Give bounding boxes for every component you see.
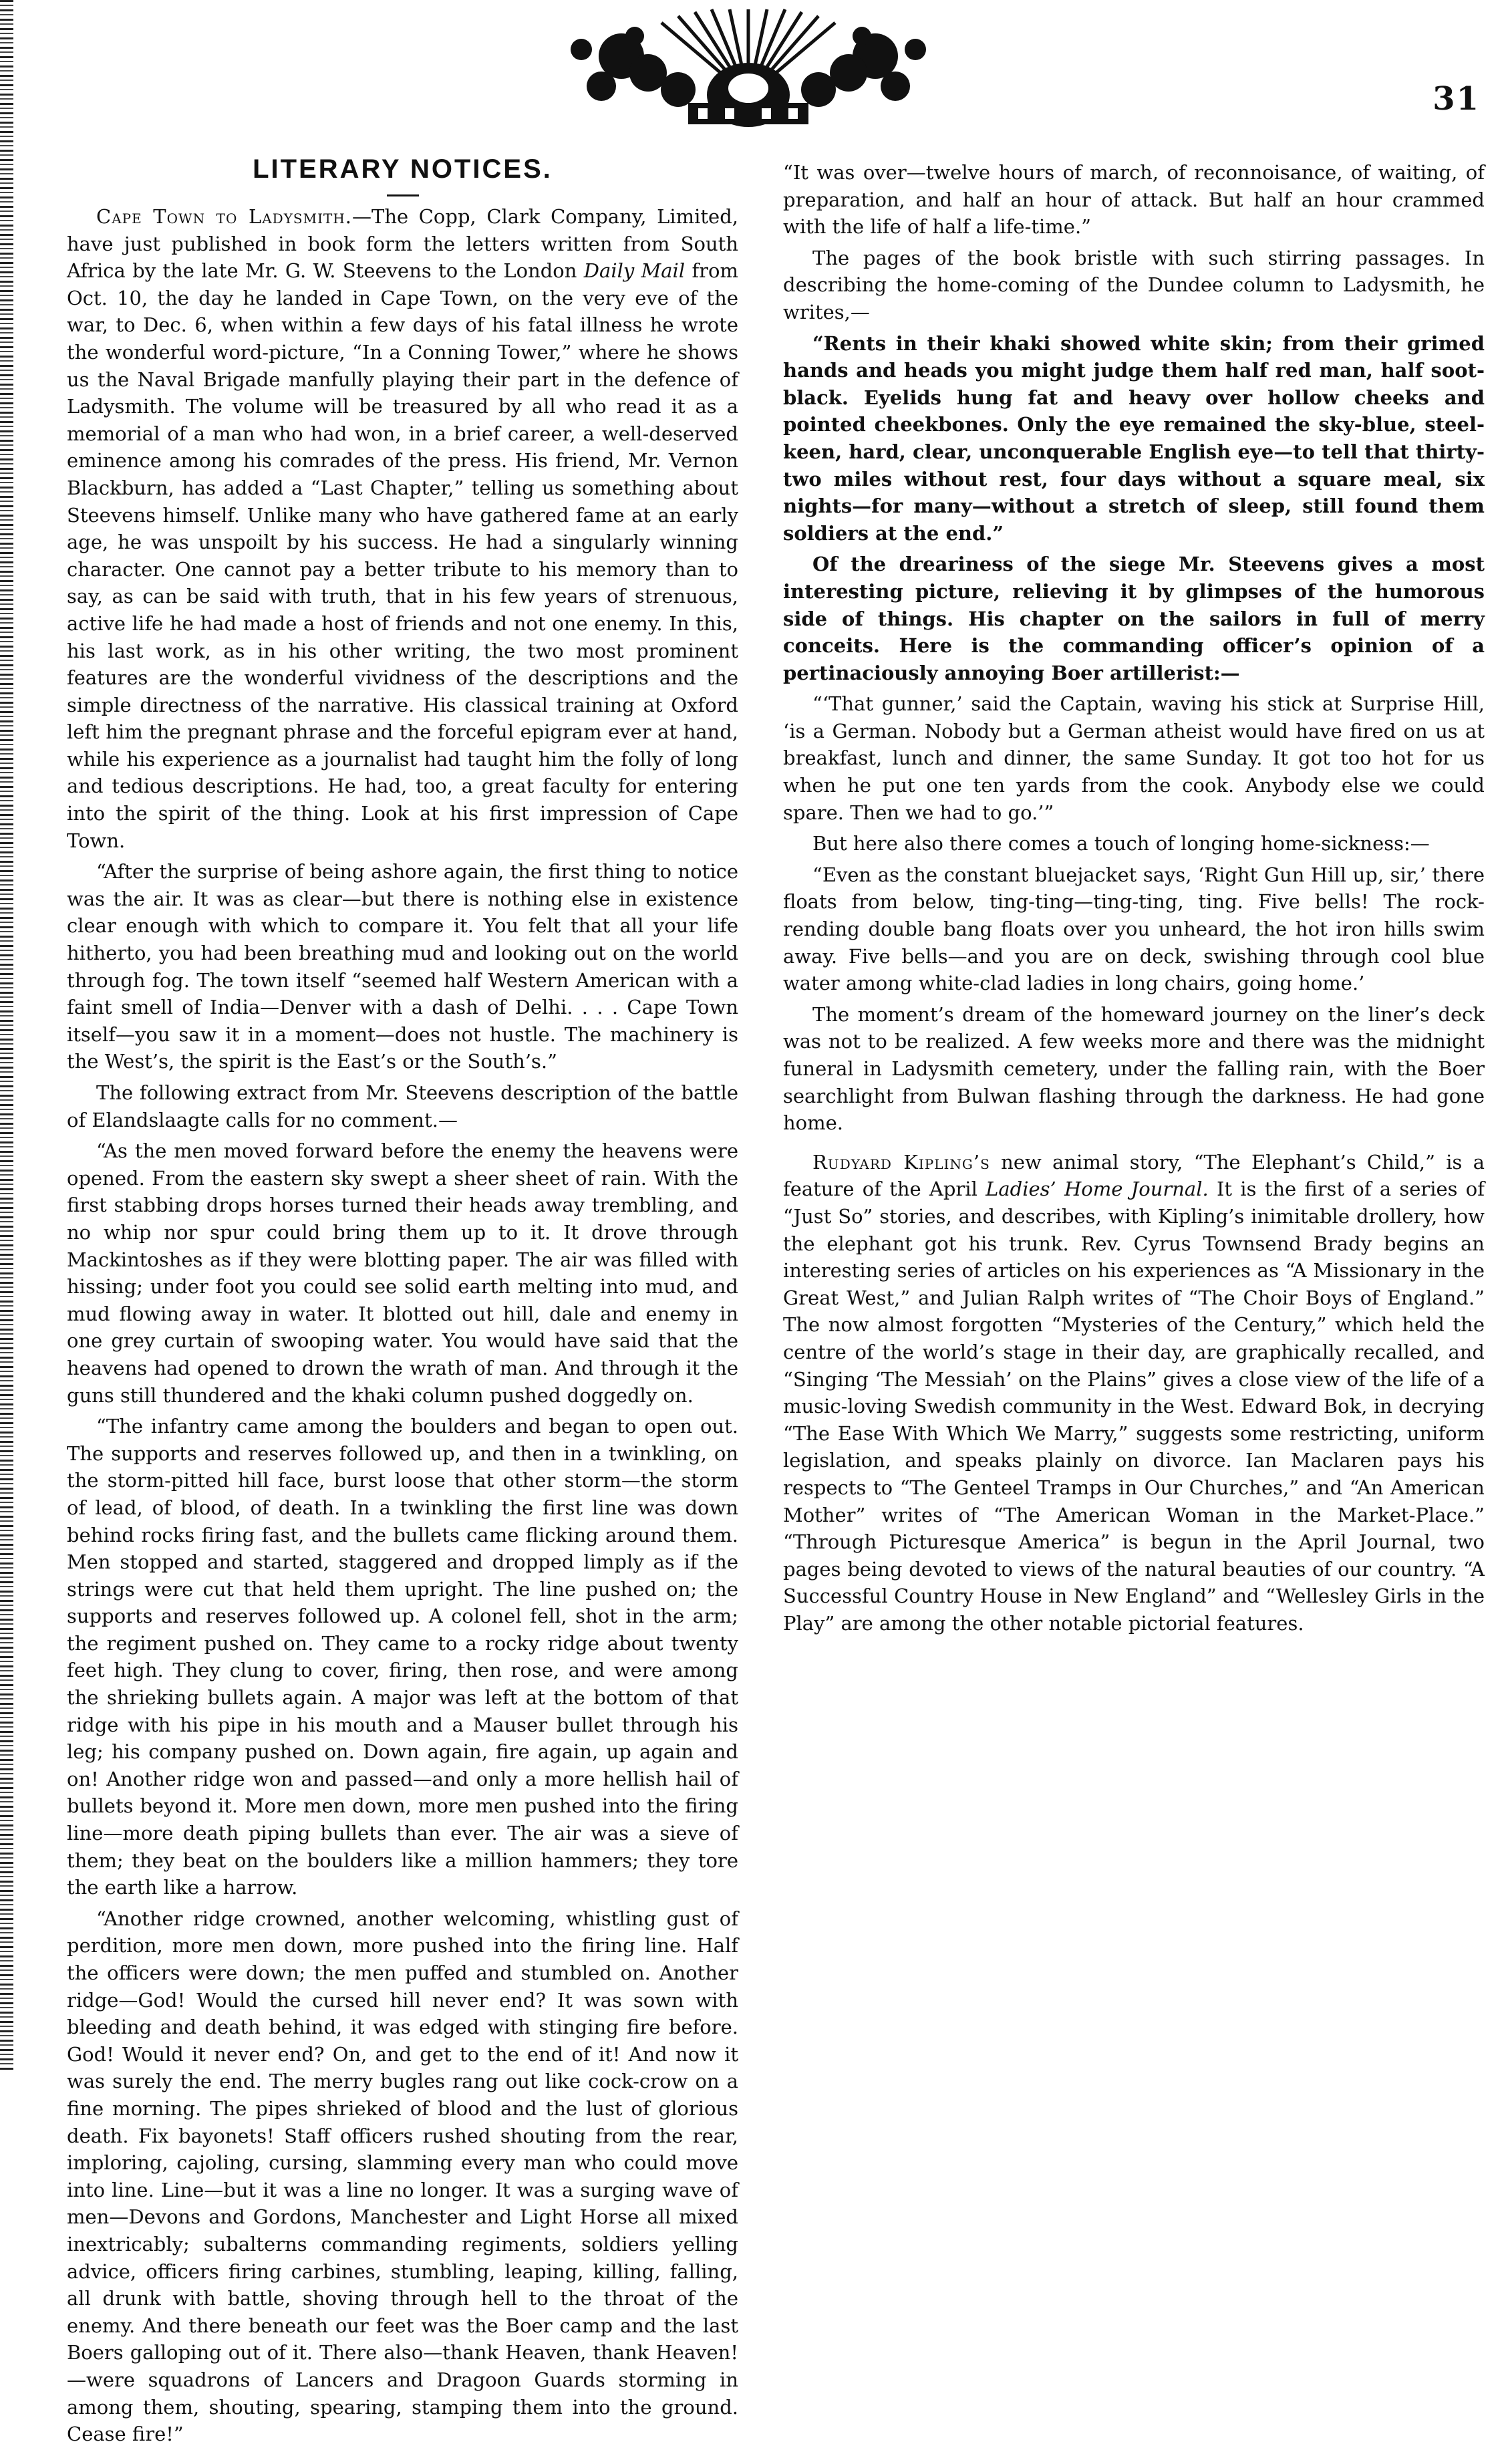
notice-kipling — [783, 1149, 1485, 1637]
notice-intro-rest: from Oct. 10, the day he landed in Cape Town, on the very eve of the war, to Dec. 6, when within a few days of his fatal illness he wrote the wonderful word-picture, “In a Conning Tower,” where he shows us the Naval Brigade manfully playing their part in the defence of Ladysmith. The volume will be treasured by all who read it as a memorial of a man who had won, in a brief career, a well-deserved eminence among his comrades of the press. His friend, Mr. Vernon Blackburn, has added a “Last Chapter,” telling us something about Steevens himself. Unlike many who have gathered fame at an early age, he was unspoilt by his success. He had a singularly winning character. One cannot pay a better tribute to his memory than to say, as can be said with truth, that in his few years of strenuous, active life he had made a host of friends and not one enemy. In this, his last work, as in his other writing, the two most prominent features are the wonderful vividness of the descriptions and the simple directness of the narrative. His classical training at Oxford left him the pregnant phrase and the forceful epigram ever at hand, while his experience as a journalist had taught him the folly of long and tedious descriptions. He had, too, a great faculty for entering into the spirit of the thing. Look at his first impression of Cape Town. — [67, 259, 739, 852]
sunburst-masthead-ornament — [561, 9, 935, 130]
siege-intro: Of the dreariness of the siege Mr. Steevens gives a most interesting picture, relieving it by glimpses of the humorous side of things. His chapter on the sailors in full of merry conceits. Here is the commanding officer’s opinion of a pertinaciously annoying Boer artillerist:— — [783, 553, 1485, 684]
left-column — [67, 150, 739, 2446]
notice-kipling-text-1: new animal story, “The Elephant’s Child,” is a feature of the April — [783, 1150, 1485, 1201]
newspaper-title: Daily Mail — [583, 259, 686, 283]
notice-kipling-text-2: It is the first of a series of “Just So” stories, and describes, with Kipling’s inimitable drollery, how the elephant got his trunk. Rev. Cyrus Townsend Brady begins an interesting series of articles on his experiences as “A Missionary in the Great West,” and Julian Ralph writes of “The Choir Boys of England.” The now almost forgotten “Mysteries of the Century,” which held the centre of the world’s stage in their day, are graphically recalled, and “Singing ‘The Messiah’ on the Plains” gives a close view of the life of a music-loving Swedish community in the West. Edward Bok, in decrying “The Ease With Which We Marry,” suggests some restricting, uniform legislation, and speaks plainly on divorce. Ian Maclaren pays his respects to “The Genteel Tramps in Our Churches,” and “An American Mother” writes of “The American Woman in the Market-Place.” “Through Picturesque America” is begun in the April Journal, two pages being devoted to views of the natural beauties of our country. “A Successful Country House in New England” and “Wellesley Girls in the Play” are among the other notable pictorial features. — [783, 1178, 1485, 1635]
journal-title: Ladies’ Home Journal. — [986, 1178, 1209, 1201]
sun-emblem-icon — [688, 63, 808, 127]
floral-vine-left-icon — [571, 27, 696, 107]
homesick-intro: But here also there comes a touch of longing home-sickness:— — [812, 832, 1430, 855]
quote-battle-advance: “The infantry came among the boulders and began to open out. The supports and reserves followed up, and then in a twinkling, on the storm-pitted hill face, burst loose that other storm—the storm of lead, of blood, of death. In a twinkling the first line was down behind rocks firing fast, and the bullets came flicking around them. Men stopped and started, staggered and dropped limply as if the strings were cut that held them upright. The line pushed on; the supports and reserves followed up. A colonel fell, shot in the arm; the regiment pushed on. They came to a rocky ridge about twenty feet high. They clung to cover, firing, then rose, and were among the shrieking bullets again. A major was left at the bottom of that ridge with his pipe in his mouth and a Mauser bullet through his leg; his company pushed on. Down again, fire again, up again and on! Another ridge won and passed—and only a more hellish hail of bullets beyond it. More men down, more men pushed into the firing line—more death piping bullets than ever. The air was a sieve of them; they beat on the boulders like a million hammers; they tore the earth like a harrow. — [67, 1415, 738, 1899]
floral-vine-right-icon — [801, 27, 926, 107]
notice-lead: Cape Town to Ladysmith. — [96, 205, 352, 228]
right-column — [783, 159, 1485, 2064]
notice-publisher-text: —The Copp, Clark Company, Limited, have just published in book form the letters written from South Africa by the late Mr. G. W. Steevens to the London — [67, 205, 738, 283]
elandslaagte-intro: The following extract from Mr. Steevens description of the battle of Elandslaagte calls for no comment.— — [67, 1081, 738, 1131]
quote-dundee: “Rents in their khaki showed white skin; from their grimed hands and heads you might judge them half red man, half soot-black. Eyelids hung fat and heavy over hollow cheeks and pointed cheekbones. Only the eye remained the sky-blue, steel-keen, hard, clear, unconquerable English eye—to tell that thirty-two miles without rest, four days without a square meal, six nights—for many—without a stretch of sleep, still found them soldiers at the end.” — [783, 331, 1485, 545]
dundee-intro: The pages of the book bristle with such stirring passages. In describing the home-coming of the Dundee column to Ladysmith, he writes,— — [783, 246, 1485, 323]
notice-kipling-lead: Rudyard Kipling’s — [812, 1150, 990, 1174]
quote-battle-over: “It was over—twelve hours of march, of reconnoisance, of waiting, of preparation, and half an hour of attack. But half an hour crammed with the life of half a life-time.” — [783, 161, 1485, 239]
closing-paragraph: The moment’s dream of the homeward journey on the liner’s deck was not to be realized. A few weeks more and there was the midnight funeral in Ladysmith cemetery, under the falling rain, with the Boer searchlight from Bulwan flashing through the darkness. He had gone home. — [783, 1002, 1485, 1135]
quote-homesick: “Even as the constant bluejacket says, ‘Right Gun Hill up, sir,’ there floats from below, ting-ting—ting-ting, ting. Five bells! The rock-rending double bang floats over you unheard, the hot iron hills swim away. Five bells—and you are on deck, swishing through cool blue water among white-clad ladies in long chairs, going home.’ — [783, 863, 1485, 995]
page-edge-shadow — [0, 0, 13, 2072]
page-number: 31 — [1432, 80, 1480, 118]
section-title: LITERARY NOTICES. — [253, 154, 553, 184]
title-rule — [387, 194, 419, 196]
notice-cape-town-intro — [67, 203, 738, 854]
quote-cape-town: “After the surprise of being ashore again, the first thing to notice was the air. It was as clear—but there is nothing else in existence clear enough with which to compare it. You felt that all your life hitherto, you had been breathing mud and looking out on the world through fog. The town itself “seemed half Western American with a faint smell of India—Denver with a dash of Delhi. . . . Cape Town itself—you saw it in a moment—does not hustle. The machinery is the West’s, the spirit is the East’s or the South’s.” — [67, 860, 738, 1073]
quote-battle-rain: “As the men moved forward before the enemy the heavens were opened. From the eastern sky swept a sheer sheet of rain. With the first stabbing drops horses turned their heads away trembling, and no whip nor spur could bring them up to it. It drove through Mackintoshes as if they were blotting paper. The air was filled with hissing; under foot you could see solid earth melting into mud, and mud flowing away in water. It blotted out hill, dale and enemy in one grey curtain of swooping water. You would have said that the heavens had opened to drown the wrath of man. And through it the guns still thundered and the khaki column pushed doggedly on. — [67, 1139, 738, 1407]
quote-gunner: “‘That gunner,’ said the Captain, waving his stick at Surprise Hill, ‘is a German. Nobody but a German atheist would have fired on us at breakfast, lunch and dinner, the same Sunday. It got too hot for us when he put one ten yards from the cook. Anybody else we could spare. Then we had to go.’” — [783, 692, 1485, 824]
quote-battle-ridge: “Another ridge crowned, another welcoming, whistling gust of perdition, more men down, more pushed into the firing line. Half the officers were down; the men puffed and stumbled on. Another ridge—God! Would the cursed hill never end? It was sown with bleeding and death behind, it was edged with stinging fire before. God! Would it never end? On, and get to the end of it! And now it was surely the end. The merry bugles rang out like cock-crow on a fine morning. The pipes shrieked of blood and the lust of glorious death. Fix bayonets! Staff officers rushed shouting from the rear, imploring, cajoling, cursing, slamming every man who could move into line. Line—but it was a line no longer. It was a surging wave of men—Devons and Gordons, Manchester and Light Horse all mixed inextricably; subalterns commanding regiments, soldiers yelling advice, officers firing carbines, stumbling, leaping, killing, falling, all drunk with battle, shoving through hell to the throat of the enemy. And there beneath our feet was the Boer camp and the last Boers galloping out of it. There also—thank Heaven, thank Heaven!—were squadrons of Lancers and Dragoon Guards storming in among them, shouting, spearing, stamping them into the ground. Cease fire!” — [67, 1907, 738, 2446]
